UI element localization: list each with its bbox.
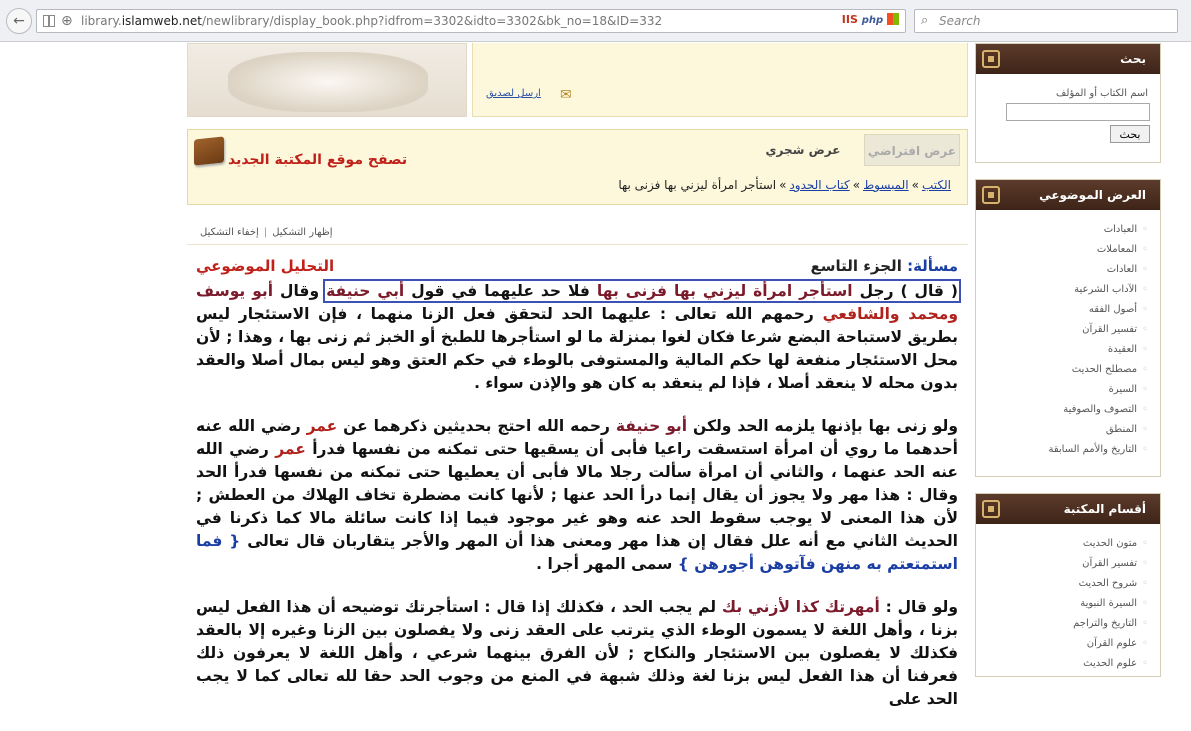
web-page — [0, 43, 1191, 708]
ornament-icon — [982, 186, 1000, 204]
top-info-box — [472, 43, 968, 117]
sidebar-search — [975, 43, 1161, 163]
topic-item[interactable]: ◦ التصوف والصوفية — [986, 400, 1148, 420]
ornament-icon — [982, 50, 1000, 68]
section-item[interactable]: ◦ متون الحديث — [986, 534, 1148, 554]
section-item[interactable]: ◦ تفسير القرآن — [986, 554, 1148, 574]
topic-item[interactable]: ◦ التاريخ والأمم السابقة — [986, 440, 1148, 460]
topic-item[interactable]: ◦ المعاملات — [986, 240, 1148, 260]
topic-item[interactable]: ◦ السيرة — [986, 380, 1148, 400]
section-item[interactable]: ◦ علوم الحديث — [986, 654, 1148, 674]
topic-item[interactable]: ◦ مصطلح الحديث — [986, 360, 1148, 380]
globe-icon: ⊕ — [61, 13, 73, 29]
sections-list — [976, 524, 1160, 680]
php-icon[interactable]: php — [861, 15, 884, 26]
breadcrumb-current: استأجر امرأة ليزني بها فزنى بها — [618, 178, 777, 192]
topic-item[interactable]: ◦ العقيدة — [986, 340, 1148, 360]
topical-analysis-link[interactable]: التحليل الموضوعي — [196, 257, 335, 275]
book-text — [196, 255, 958, 731]
section-item[interactable]: ◦ السيرة النبوية — [986, 594, 1148, 614]
topic-item[interactable]: ◦ العبادات — [986, 220, 1148, 240]
highlighted-issue: ( قال ) رجل استأجر امرأة ليزني بها فزنى بها فلا حد عليهما في قول أبي حنيفة — [326, 282, 959, 300]
pipe-separator: | — [263, 227, 268, 238]
sidebar-sections-header — [976, 494, 1160, 524]
sidebar-sections — [975, 493, 1161, 677]
tab-default-view[interactable]: عرض افتراضي — [864, 134, 960, 166]
search-icon: ⌕ — [921, 13, 929, 28]
topic-item[interactable]: ◦ أصول الفقه — [986, 300, 1148, 320]
diacritics-toggle — [200, 227, 332, 238]
breadcrumb-separator: » — [852, 178, 861, 192]
topics-list — [976, 210, 1160, 466]
windows-icon[interactable] — [887, 13, 899, 25]
sidebar-search-header — [976, 44, 1160, 74]
open-book-image — [228, 52, 428, 112]
iis-icon[interactable]: IIS — [841, 13, 858, 26]
paragraph-3: ولو قال : أمهرتك كذا لأزني بك لم يجب الحد ، فكذلك إذا قال : استأجرتك توضيحه أن هذا الفعل ليس بزنا ، وأهل اللغة لا يسمون الوطء الذي يترتب على العقد زنى ولا يفصلون بين الزنا وغيره إلا بالعقد فكذلك لا يفصلون بين الاستئجار والنكاح ; لأن الفرق بينهما شرعي ، وأهل اللغة لا يعرفون ذلك فعرفنا أن هذا الفعل ليس بزنا لغة وذلك شبهة في المنع من وجوب الحد حقا لله تعالى كما لا يجب الحد على — [196, 598, 958, 708]
section-item[interactable]: ◦ شروح الحديث — [986, 574, 1148, 594]
juz-label: الجزء التاسع — [810, 257, 902, 275]
search-button[interactable]: بحث — [1110, 125, 1150, 143]
url-text[interactable]: library.islamweb.net/newlibrary/display_book.php?idfrom=3302&idto=3302&bk_no=18&ID=332 — [81, 14, 663, 28]
book-author-label: اسم الكتاب أو المؤلف — [1056, 88, 1148, 99]
breadcrumb-books[interactable]: الكتب — [921, 178, 951, 192]
book-search-input[interactable] — [1006, 103, 1150, 121]
ornament-icon — [982, 500, 1000, 518]
sidebar-sections-title: أقسام المكتبة — [1063, 502, 1146, 516]
browser-toolbar — [0, 0, 1191, 42]
paragraph-1: ( قال ) رجل استأجر امرأة ليزني بها فزنى بها فلا حد عليهما في قول أبي حنيفة وقال أبو يوسف ومحمد والشافعي رحمهم الله تعالى : عليهما الحد لتحقق فعل الزنا منهما ، فإن الاستئجار ليس بطريق لاستباحة البضع شرعا فكان لغوا بمنزلة ما لو استأجرها للطبخ أو الخبز ثم زنى بها ، وهذا ; لأن محل الاستئجار منفعة لها حكم المالية والمستوفى بالوطء في حكم العتق وهو ليس بمال أصلا والعقد بدون محله لا ينعقد أصلا ، فإذا لم ينعقد به كان هو والإذن سواء . — [196, 282, 959, 392]
sidebar-topics-header — [976, 180, 1160, 210]
hide-diacritics-link[interactable]: إخفاء التشكيل — [200, 227, 259, 238]
section-item[interactable]: ◦ علوم القرآن — [986, 634, 1148, 654]
topic-item[interactable]: ◦ العادات — [986, 260, 1148, 280]
library-banner-image — [187, 43, 467, 117]
breadcrumb-separator: » — [911, 178, 919, 192]
tab-tree-view[interactable]: عرض شجري — [765, 143, 841, 157]
address-bar[interactable] — [36, 9, 906, 33]
sidebar-search-title: بحث — [1120, 52, 1146, 66]
breadcrumb — [618, 178, 951, 192]
topic-item[interactable]: ◦ الآداب الشرعية — [986, 280, 1148, 300]
breadcrumb-hudud[interactable]: كتاب الحدود — [789, 178, 850, 192]
sidebar-topics — [975, 179, 1161, 477]
topic-item[interactable]: ◦ المنطق — [986, 420, 1148, 440]
divider — [187, 244, 968, 245]
section-header — [196, 255, 958, 278]
new-site-link[interactable]: تصفح موقع المكتبة الجديد — [228, 152, 408, 168]
masala-heading — [811, 255, 959, 278]
send-to-friend-link[interactable]: ارسل لصديق — [486, 88, 541, 99]
masala-label: مسألة: — [907, 257, 958, 275]
grid-icon[interactable] — [43, 15, 55, 27]
view-tabs-panel — [187, 129, 968, 205]
show-diacritics-link[interactable]: إظهار التشكيل — [272, 227, 333, 238]
back-button[interactable]: ← — [6, 8, 32, 34]
topic-item[interactable]: ◦ تفسير القرآن — [986, 320, 1148, 340]
sidebar-topics-title: العرض الموضوعي — [1039, 188, 1146, 202]
breadcrumb-separator: » — [779, 178, 787, 192]
section-item[interactable]: ◦ التاريخ والتراجم — [986, 614, 1148, 634]
book-icon[interactable] — [194, 136, 224, 165]
extension-icons[interactable] — [842, 13, 899, 26]
breadcrumb-mabsut[interactable]: المبسوط — [863, 178, 909, 192]
search-placeholder: Search — [939, 14, 981, 28]
mail-icon[interactable]: ✉ — [560, 87, 572, 103]
browser-search-box[interactable] — [914, 9, 1178, 33]
paragraph-2: ولو زنى بها بإذنها يلزمه الحد ولكن أبو حنيفة رحمه الله احتج بحديثين ذكرهما عن عمر رضي الله عنه أحدهما ما روي أن امرأة استسقت راعيا فأبى أن يسقيها حتى تمكنه من نفسها فدرأ عمر رضي الله عنه الحد عنهما ، والثاني أن امرأة سألت رجلا مالا فأبى أن يعطيها حتى تمكنه من نفسها فدرأ الحد وقال : هذا مهر ولا يجوز أن يقال إنما درأ الحد عنها ; لأنها كانت مضطرة تخاف الهلاك من العطش ; لأن هذا المعنى لا يوجب سقوط الحد عنه وهو غير موجود فيما إذا كانت سائلة مالا كما ذكرنا في الحديث الثاني مع أنه علل فقال إن هذا مهر ومعنى هذا أن المهر والأجر يتقاربان قال تعالى { فما استمتعتم به منهن فآتوهن أجورهن } سمى المهر أجرا . — [196, 417, 958, 573]
